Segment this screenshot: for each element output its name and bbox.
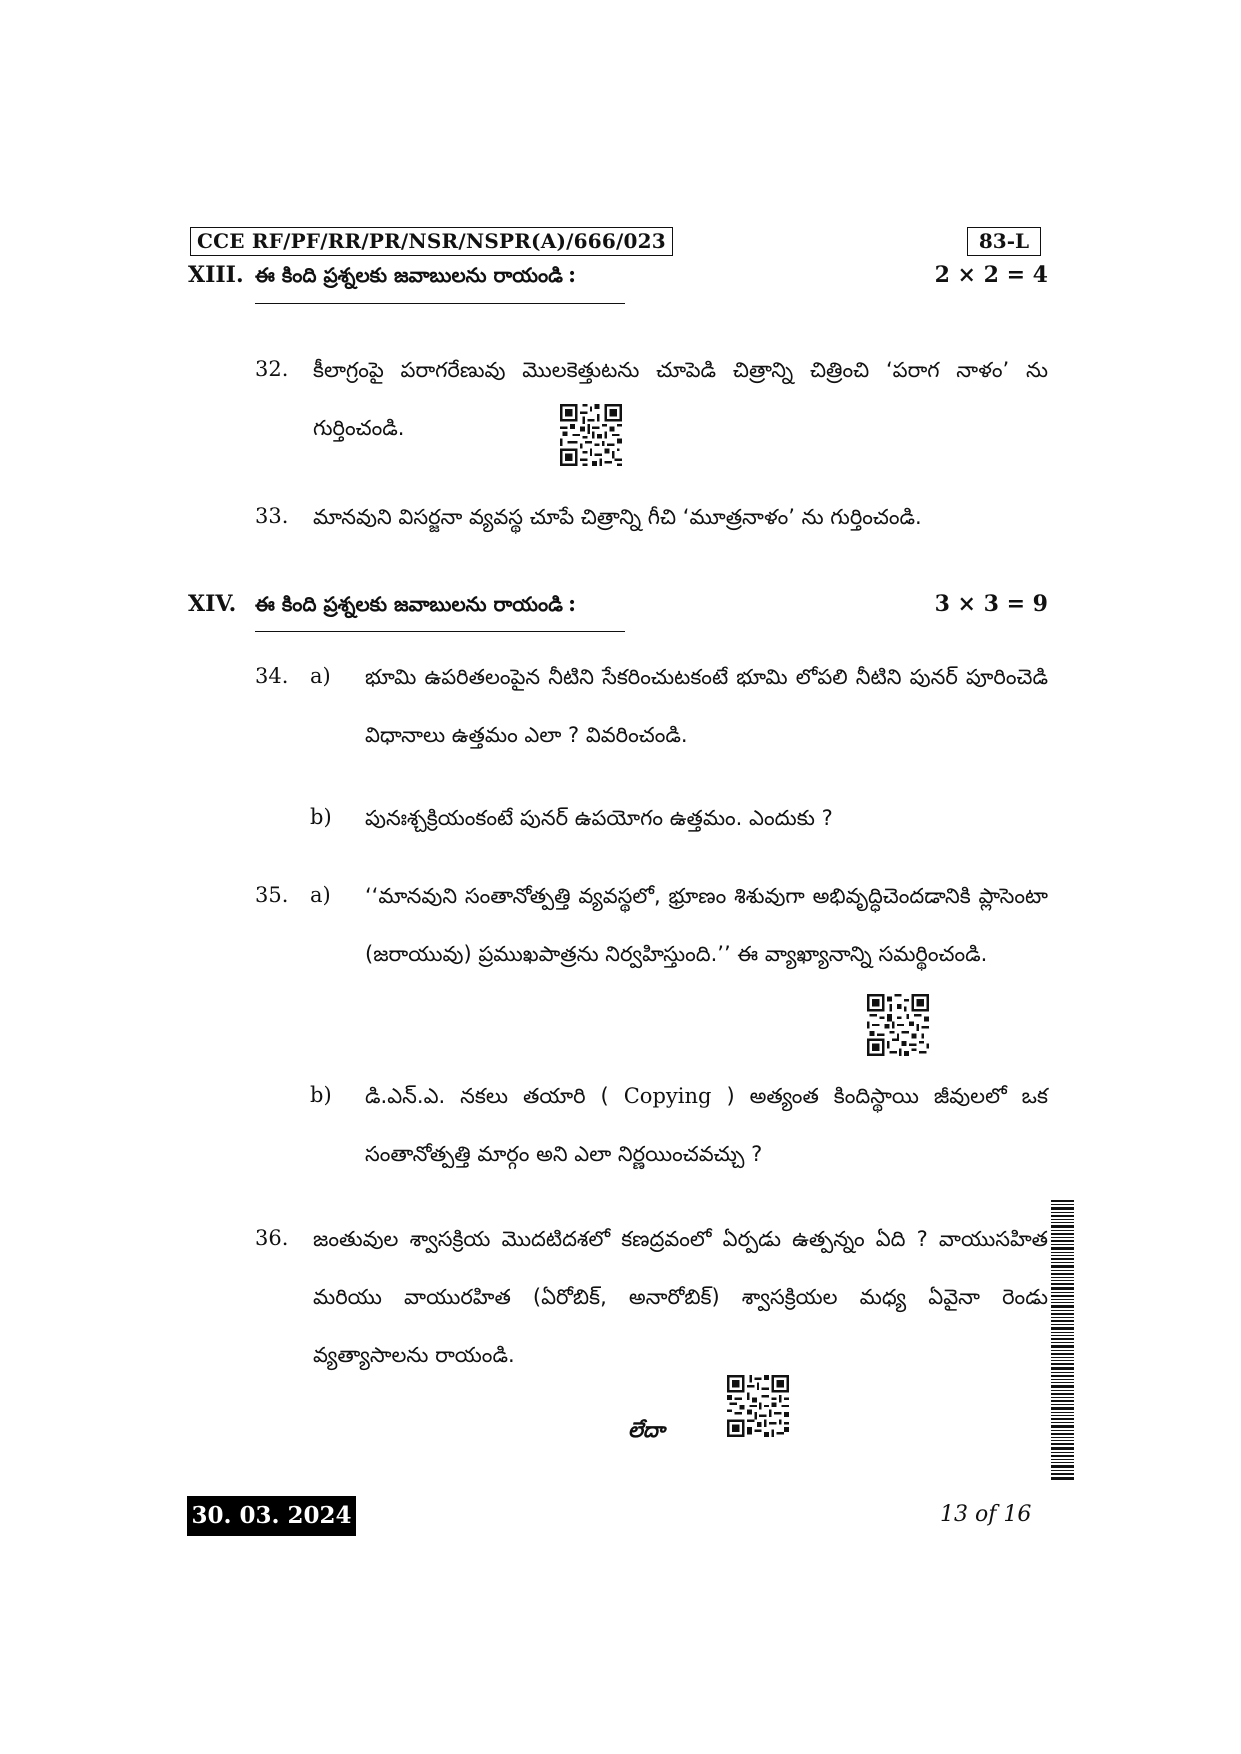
qr-code-icon	[560, 404, 622, 466]
question-number: 34.	[255, 664, 289, 688]
subquestion-label: b)	[310, 805, 332, 829]
qr-code-icon	[867, 994, 929, 1056]
subquestion-label: b)	[310, 1083, 332, 1107]
paper-code: 83-L	[967, 227, 1041, 256]
section-colon: :	[568, 591, 577, 617]
question-text: కీలాగ్రంపై పరాగరేణువు మొలకెత్తుటను చూపెడి చిత్రాన్ని చిత్రించి ‘పరాగ నాళం’ ను గుర్తించండి.	[313, 358, 1048, 440]
section-number: XIV.	[188, 591, 237, 617]
subquestion-text	[365, 1067, 1048, 1183]
subquestion-text-latin: Copying	[623, 1084, 712, 1108]
exam-date-badge: 30. 03. 2024	[187, 1496, 356, 1536]
section-colon: :	[568, 262, 577, 288]
section-heading	[255, 262, 576, 292]
section-marks: 2 × 2 = 4	[934, 262, 1048, 288]
exam-code: CCE RF/PF/RR/PR/NSR/NSPR(A)/666/023	[190, 227, 673, 256]
page-number: 13 of 16	[940, 1502, 1032, 1527]
subquestion-text: పునఃశ్చక్రియంకంటే పునర్ ఉపయోగం ఉత్తమం. ఎందుకు ?	[365, 806, 833, 830]
subquestion-label: a)	[310, 664, 331, 688]
question-number: 33.	[255, 504, 289, 528]
section-title: ఈ కింది ప్రశ్నలకు జవాబులను రాయండి	[255, 592, 563, 616]
question-number: 32.	[255, 357, 289, 381]
section-underline	[255, 631, 625, 632]
subquestion-text: భూమి ఉపరితలంపైన నీటిని సేకరించుటకంటే భూమి లోపలి నీటిని పునర్ పూరించెడి విధానాలు ఉత్తమం ఎలా ? వివరించండి.	[365, 665, 1048, 747]
question-text: జంతువుల శ్వాసక్రియ మొదటిదశలో కణద్రవంలో ఏర్పడు ఉత్పన్నం ఏది ? వాయుసహిత మరియు వాయురహిత (ఏరోబిక్, అనారోబిక్) శ్వాసక్రియల మధ్య ఏవైనా రెండు వ్యత్యాసాలను రాయండి.	[313, 1227, 1048, 1367]
subquestion-label: a)	[310, 883, 331, 907]
or-separator: లేదా	[628, 1418, 665, 1442]
subquestion-text: ‘‘మానవుని సంతానోత్పత్తి వ్యవస్థలో, భ్రూణం శిశువుగా అభివృద్ధిచెందడానికి ప్లాసెంటా (జరాయువు) ప్రముఖపాత్రను నిర్వహిస్తుంది.’’ ఈ వ్యాఖ్యానాన్ని సమర్థించండి.	[365, 884, 1048, 966]
section-heading	[255, 591, 576, 621]
section-underline	[255, 303, 625, 304]
barcode-icon	[1051, 1200, 1074, 1480]
section-marks: 3 × 3 = 9	[934, 591, 1048, 617]
qr-code-icon	[727, 1375, 789, 1437]
question-text: మానవుని విసర్జనా వ్యవస్థ చూపే చిత్రాన్ని గీచి ‘మూత్రనాళం’ ను గుర్తించండి.	[313, 505, 922, 529]
question-number: 35.	[255, 883, 289, 907]
subquestion-text-part: డి.ఎన్.ఎ. నకలు తయారి (	[365, 1084, 609, 1108]
subquestion-text-part: ) అత్యంత కిందిస్థాయి జీవులలో ఒక సంతానోత్పత్తి మార్గం అని ఎలా నిర్ణయించవచ్చు ?	[365, 1084, 1048, 1166]
question-number: 36.	[255, 1226, 289, 1250]
section-title: ఈ కింది ప్రశ్నలకు జవాబులను రాయండి	[255, 263, 563, 287]
section-number: XIII.	[188, 262, 244, 288]
